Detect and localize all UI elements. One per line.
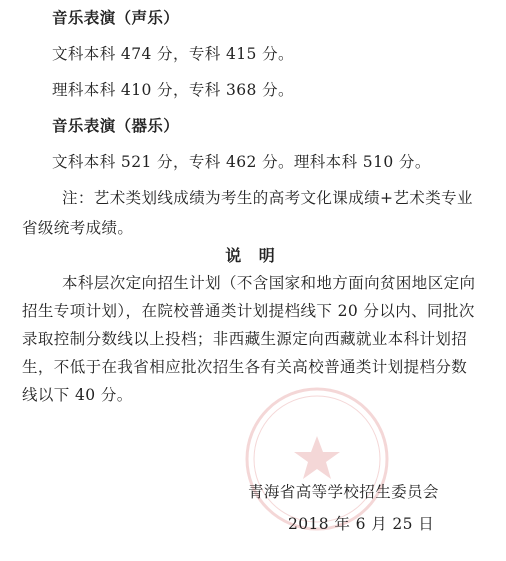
explanation-line-1: 本科层次定向招生计划（不含国家和地方面向贫困地区定向 <box>62 274 476 292</box>
note-line-2: 省级统考成绩。 <box>22 219 134 237</box>
section-heading-instrumental: 音乐表演（器乐） <box>52 116 180 135</box>
signature-org: 青海省高等学校招生委员会 <box>248 483 439 501</box>
note-line-1: 注：艺术类划线成绩为考生的高考文化课成绩+艺术类专业 <box>62 189 473 207</box>
explanation-line-4: 生，不低于在我省相应批次招生各有关高校普通类计划提档分数 <box>22 358 468 376</box>
official-seal-stamp <box>242 384 392 534</box>
explanation-title: 说 明 <box>225 246 281 265</box>
explanation-line-5: 线以下 40 分。 <box>22 386 133 404</box>
score-line-vocal-arts: 文科本科 474 分，专科 415 分。 <box>52 45 294 63</box>
section-heading-vocal: 音乐表演（声乐） <box>52 8 180 27</box>
explanation-line-2: 招生专项计划），在院校普通类计划提档线下 20 分以内、同批次 <box>22 302 475 320</box>
score-line-vocal-science: 理科本科 410 分，专科 368 分。 <box>52 81 294 99</box>
explanation-line-3: 录取控制分数线以上投档；非西藏生源定向西藏就业本科计划招 <box>22 330 468 348</box>
score-line-instrumental: 文科本科 521 分，专科 462 分。理科本科 510 分。 <box>52 153 431 171</box>
signature-date: 2018 年 6 月 25 日 <box>288 515 435 533</box>
